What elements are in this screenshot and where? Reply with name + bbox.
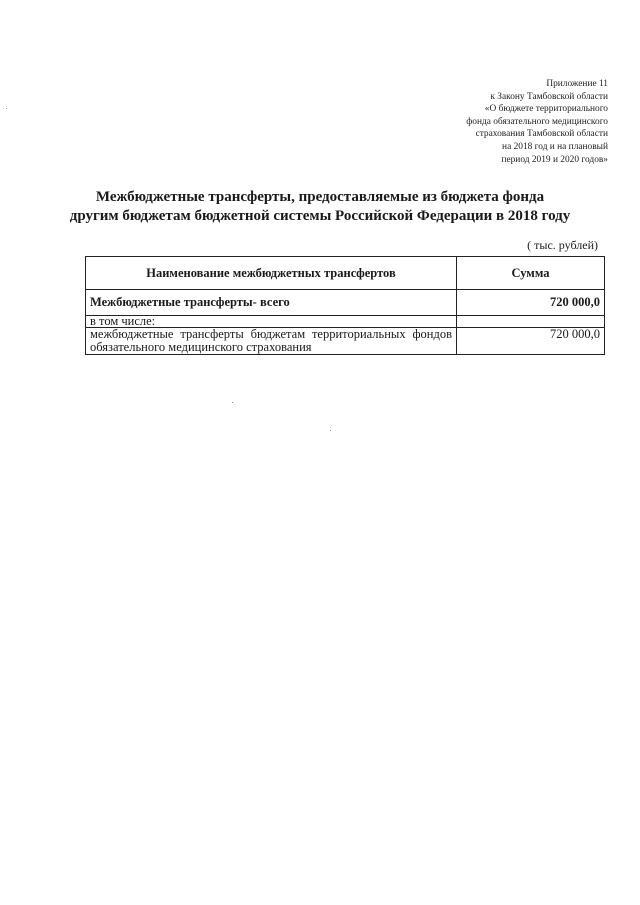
annex-line: страхования Тамбовской области <box>475 129 608 140</box>
document-title <box>60 188 580 226</box>
including-sum-empty <box>457 316 605 328</box>
item-sum: 720 000,0 <box>457 328 605 355</box>
annex-line: на 2018 год и на плановый <box>502 141 608 152</box>
annex-line: Приложение 11 <box>546 79 608 89</box>
annex-line: «О бюджете территориального <box>484 104 608 115</box>
header-sum: Сумма <box>457 257 605 290</box>
table-row-item <box>86 328 605 355</box>
table-row-including <box>86 316 605 328</box>
annex-line: к Закону Тамбовской области <box>490 91 608 102</box>
including-label: в том числе: <box>86 316 457 328</box>
scan-speck <box>330 430 331 431</box>
transfers-table <box>85 256 605 355</box>
table-header-row <box>86 257 605 290</box>
annex-line: период 2019 и 2020 годов» <box>501 154 608 165</box>
scan-speck <box>232 402 233 403</box>
title-line-2: другим бюджетам бюджетной системы Российской Федерации в 2018 году <box>69 208 571 224</box>
title-line-1: Межбюджетные трансферты, предоставляемые из бюджета фонда <box>95 189 545 205</box>
scan-speck <box>6 108 7 109</box>
units-note: ( тыс. рублей) <box>527 238 598 252</box>
total-sum: 720 000,0 <box>457 290 605 316</box>
table-row-total <box>86 290 605 316</box>
annex-header <box>466 78 608 166</box>
total-name: Межбюджетные трансферты- всего <box>86 290 457 316</box>
annex-line: фонда обязательного медицинского <box>466 116 608 127</box>
header-name: Наименование межбюджетных трансфертов <box>86 257 457 290</box>
item-name: межбюджетные трансферты бюджетам территориальных фондов обязательного медицинского страхования <box>86 328 457 355</box>
